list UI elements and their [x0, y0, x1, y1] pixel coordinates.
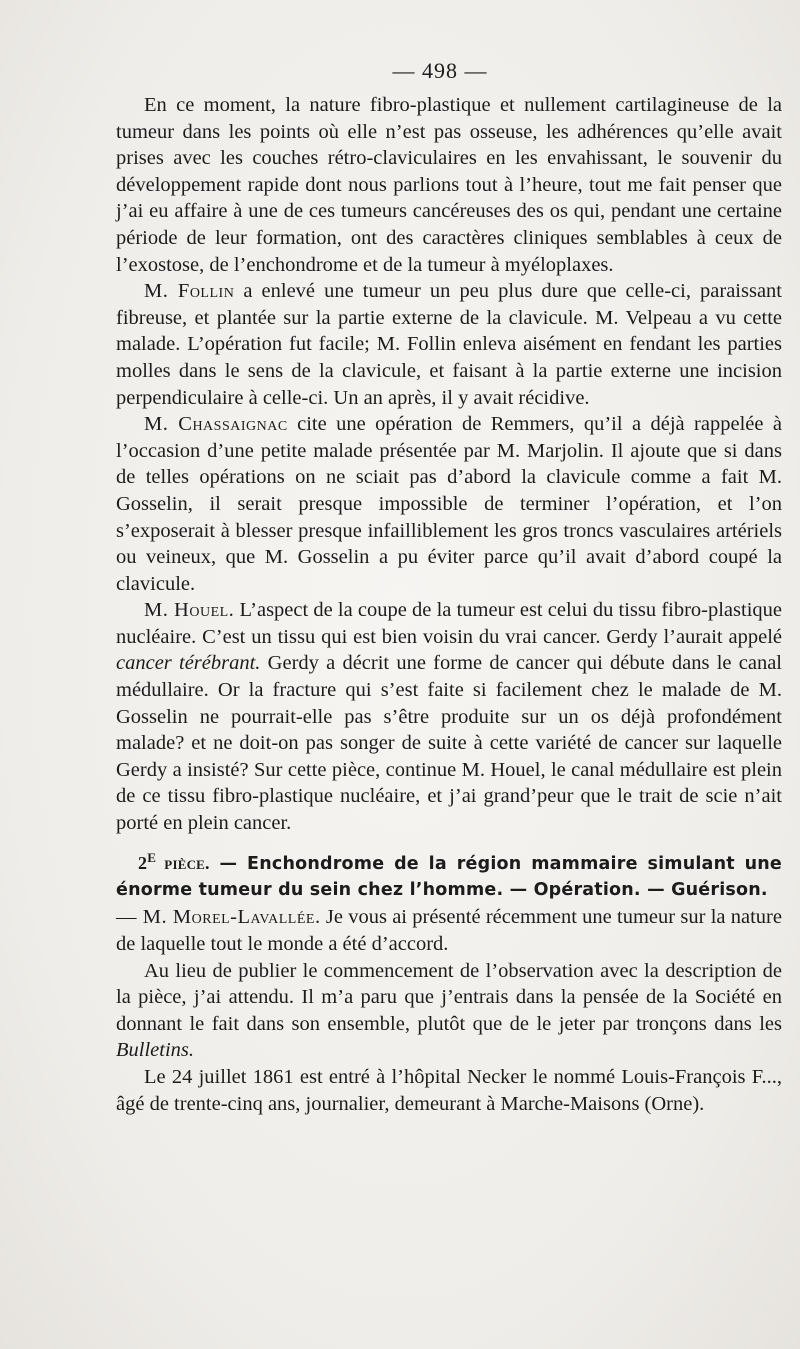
paragraph-text: a enlevé une tumeur un peu plus dure que celle-ci, paraissant fibreuse, et plantée sur la partie externe de la clavicule. M. Velpeau a vu cette malade. L’opération fut facile; M. Follin enleva aisément en fendant les parties molles dans le sens de la clavicule, et faisant à la partie externe une incision perpendiculaire à celle-ci. Un an après, il y avait récidive.	[116, 280, 782, 409]
paragraph-text: Au lieu de publier le commencement de l’observation avec la description de la pièce, j’ai attendu. Il m’a paru que j’entrais dans la pensée de la Société en donnant le fait dans son ensemble, plutôt que de le jeter par tronçons dans les	[116, 959, 782, 1035]
speaker-name: — M. Morel-Lavallée.	[116, 906, 321, 929]
paragraph-text: Gerdy a décrit une forme de cancer qui débute dans le canal médullaire. Or la fracture qui s’est faite si facilement chez le malade de M. Gosselin ne pourrait-elle pas s’être produite sur un os déjà profondément malade? et ne doit-on pas songer de suite à cette variété de cancer sur laquelle Gerdy a insisté? Sur cette pièce, continue M. Houel, le canal médullaire est plein de ce tissu fibro-plastique nucléaire, et j’ai grand’peur que le trait de scie n’ait porté en plein cancer.	[116, 652, 782, 835]
section-caption	[116, 843, 782, 905]
paragraph-5	[116, 958, 782, 1064]
speaker-name: M. Follin	[144, 280, 235, 303]
caption-title: — Enchondrome de la région mammaire simulant une énorme tumeur du sein chez l’homme. — Opération. — Guérison.	[116, 853, 782, 901]
paragraph-2	[116, 278, 782, 411]
paragraph-text: L’aspect de la coupe de la tumeur est celui du tissu fibro-plastique nucléaire. C’est un tissu qui est bien voisin du vrai cancer. Gerdy l’aurait appelé	[116, 599, 783, 648]
body-text	[116, 92, 782, 1117]
paragraph-1	[116, 92, 782, 278]
caption-label: pièce.	[156, 852, 210, 873]
paragraph-6	[116, 1064, 782, 1117]
paragraph-3	[116, 411, 782, 597]
italic-term: Bulletins.	[116, 1039, 195, 1062]
speaker-name: M. Chassaignac	[144, 413, 288, 436]
paragraph-4	[116, 597, 782, 836]
paragraph-text: En ce moment, la nature fibro-plastique et nullement cartilagineuse de la tumeur dans les points où elle n’est pas osseuse, les adhérences qu’elle avait prises avec les couches rétro-claviculaires en les envahissant, le souvenir du développement rapide dont nous parlions tout à l’heure, tout me fait penser que j’ai eu affaire à une de ces tumeurs cancéreuses des os qui, pendant une certaine période de leur formation, ont des caractères cliniques semblables à ceux de l’exostose, de l’enchondrome et de la tumeur à myéloplaxes.	[116, 94, 782, 276]
speaker-name: M. Houel.	[144, 599, 235, 622]
paragraph-text: Le 24 juillet 1861 est entré à l’hôpital Necker le nommé Louis-François F..., âgé de trente-cinq ans, journalier, demeurant à Marche-Maisons (Orne).	[116, 1066, 782, 1115]
caption-number: 2	[138, 852, 148, 873]
caption-superscript: e	[147, 845, 157, 866]
paragraph-text: Je vous ai présenté récemment une tumeur sur la nature de laquelle tout le monde a été d’accord.	[116, 906, 782, 956]
caption-continuation	[116, 904, 782, 957]
page-number: — 498 —	[392, 58, 488, 83]
paragraph-text: cite une opération de Remmers, qu’il a déjà rappelée à l’occasion d’une petite malade présentée par M. Marjolin. Il ajoute que si dans de telles opérations on ne sciait pas d’abord la clavicule comme a fait M. Gosselin, il serait presque impossible de terminer l’opération, et l’on s’exposerait à blesser presque infailliblement les gros troncs vasculaires artériels ou veineux, que M. Gosselin a pu éviter parce qu’il avait d’abord coupé la clavicule.	[116, 413, 782, 595]
italic-term: cancer térébrant.	[116, 652, 261, 675]
